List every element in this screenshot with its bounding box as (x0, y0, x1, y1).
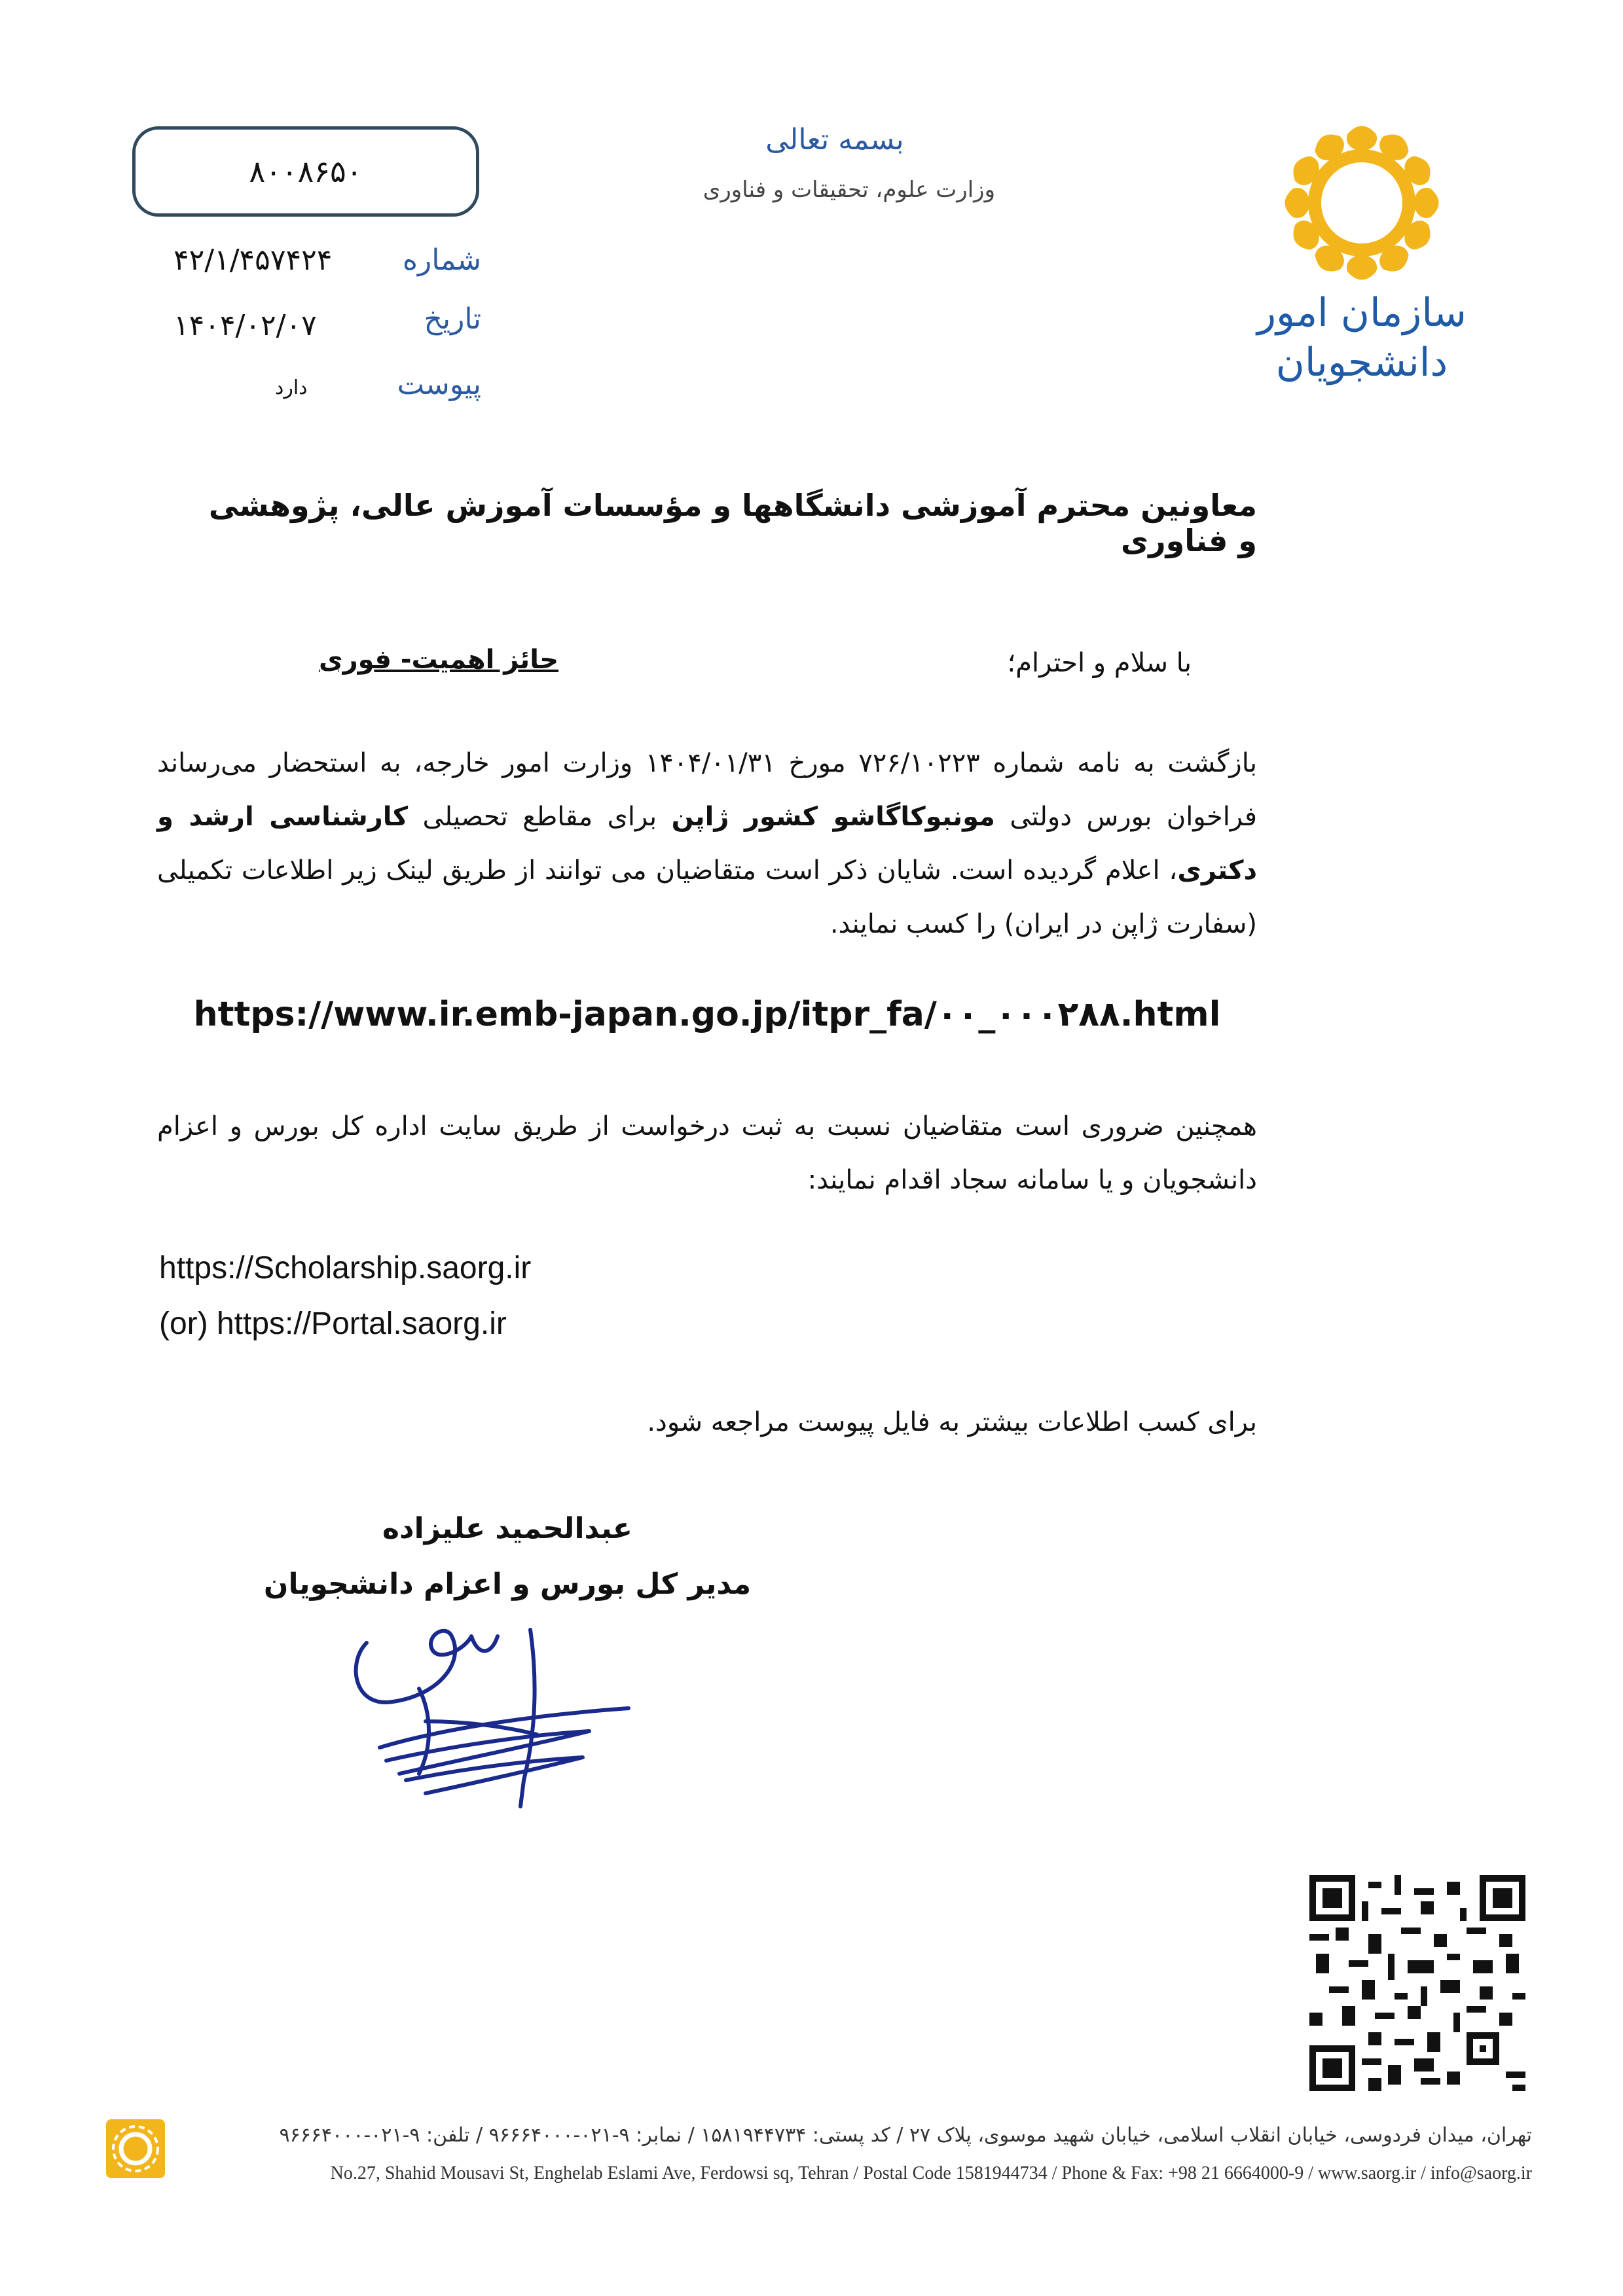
more-info-note: برای کسب اطلاعات بیشتر به فایل پیوست مراجعه شود. (647, 1407, 1257, 1437)
attachment-label: پیوست (397, 368, 481, 401)
paragraph-1-part-e: ، اعلام گردیده است. شایان ذکر است متقاضیان می توانند از طریق لینک زیر اطلاعات تکمیلی (سفارت ژاپن در ایران) را کسب نمایند. (157, 855, 1257, 939)
org-name (1231, 288, 1493, 387)
degree-levels: کارشناسی ارشد و دکتری (157, 802, 1257, 886)
footer-address-fa: تهران، میدان فردوسی، خیابان انقلاب اسلامی، خیابان شهید موسوی، پلاک ۲۷ / کد پستی: ۱۵۸۱۹۴۴۷۳۴ / نمابر: ۹-۰۲۱-۹۶۶۶۴۰۰۰ / تلفن: ۹-۰۲۱-۹۶۶۶۴۰۰۰ (279, 2124, 1532, 2147)
letter-date-value: ۱۴۰۴/۰۲/۰۷ (173, 309, 317, 342)
recipient: معاونین محترم آموزشی دانشگاهها و مؤسسات آموزش عالی، پژوهشی و فناوری (208, 488, 1257, 558)
reference-number-box (132, 126, 479, 217)
priority-label: حائز اهمیت- فوری (318, 645, 559, 675)
org-name-line1: سازمان امور (1257, 290, 1467, 336)
scholarship-name: مونبوکاگاشو کشور ژاپن (671, 802, 995, 832)
portal-link[interactable]: (or) https://Portal.saorg.ir (159, 1306, 507, 1341)
org-name-line2: دانشجویان (1275, 340, 1448, 386)
footer-address-en: No.27, Shahid Mousavi St, Enghelab Eslami Ave, Ferdowsi sq, Tehran / Postal Code 1581944734 / Phone & Fax: +98 21 6664000-9 / www.saorg.ir / info@saorg.ir (330, 2163, 1532, 2183)
signature-image (340, 1597, 642, 1813)
paragraph-1-part-a: بازگشت به نامه شماره ۷۲۶/۱۰۲۲۳ مورخ ۱۴۰۴/۰۱/۳۱ وزارت امور خارجه، به استحضار می‌رساند فراخوان بورس دولتی (157, 748, 1258, 832)
paragraph-1-part-c: برای مقاطع تحصیلی (408, 802, 672, 832)
qr-code-icon (1309, 1875, 1525, 2091)
paragraph-1 (157, 736, 1257, 951)
letter-number-value: ۴۲/۱/۴۵۷۴۲۴ (173, 243, 333, 277)
letter-number-label: شماره (402, 243, 481, 277)
bismillah: بسمه تعالی (765, 123, 904, 156)
embassy-link[interactable]: https://www.ir.emb-japan.go.jp/itpr_fa/۰۰_۰۰۰۲۸۸.html (193, 995, 1221, 1034)
footer-logo-icon (106, 2119, 165, 2178)
reference-number: ۸۰۰۸۶۵۰ (249, 154, 363, 189)
paragraph-2: همچنین ضروری است متقاضیان نسبت به ثبت درخواست از طریق سایت اداره کل بورس و اعزام دانشجویان و یا سامانه سجاد اقدام نمایند: (157, 1111, 1257, 1195)
greeting: با سلام و احترام؛ (1007, 648, 1192, 678)
letter-date-label: تاریخ (424, 302, 481, 336)
org-logo-icon (1283, 124, 1440, 281)
attachment-value: دارد (275, 376, 308, 399)
ministry-name: وزارت علوم، تحقیقات و فناوری (702, 177, 995, 203)
scholarship-portal-link[interactable]: https://Scholarship.saorg.ir (159, 1251, 532, 1285)
signer-title: مدیر کل بورس و اعزام دانشجویان (263, 1568, 752, 1601)
signer-name: عبدالحمید علیزاده (382, 1512, 632, 1545)
